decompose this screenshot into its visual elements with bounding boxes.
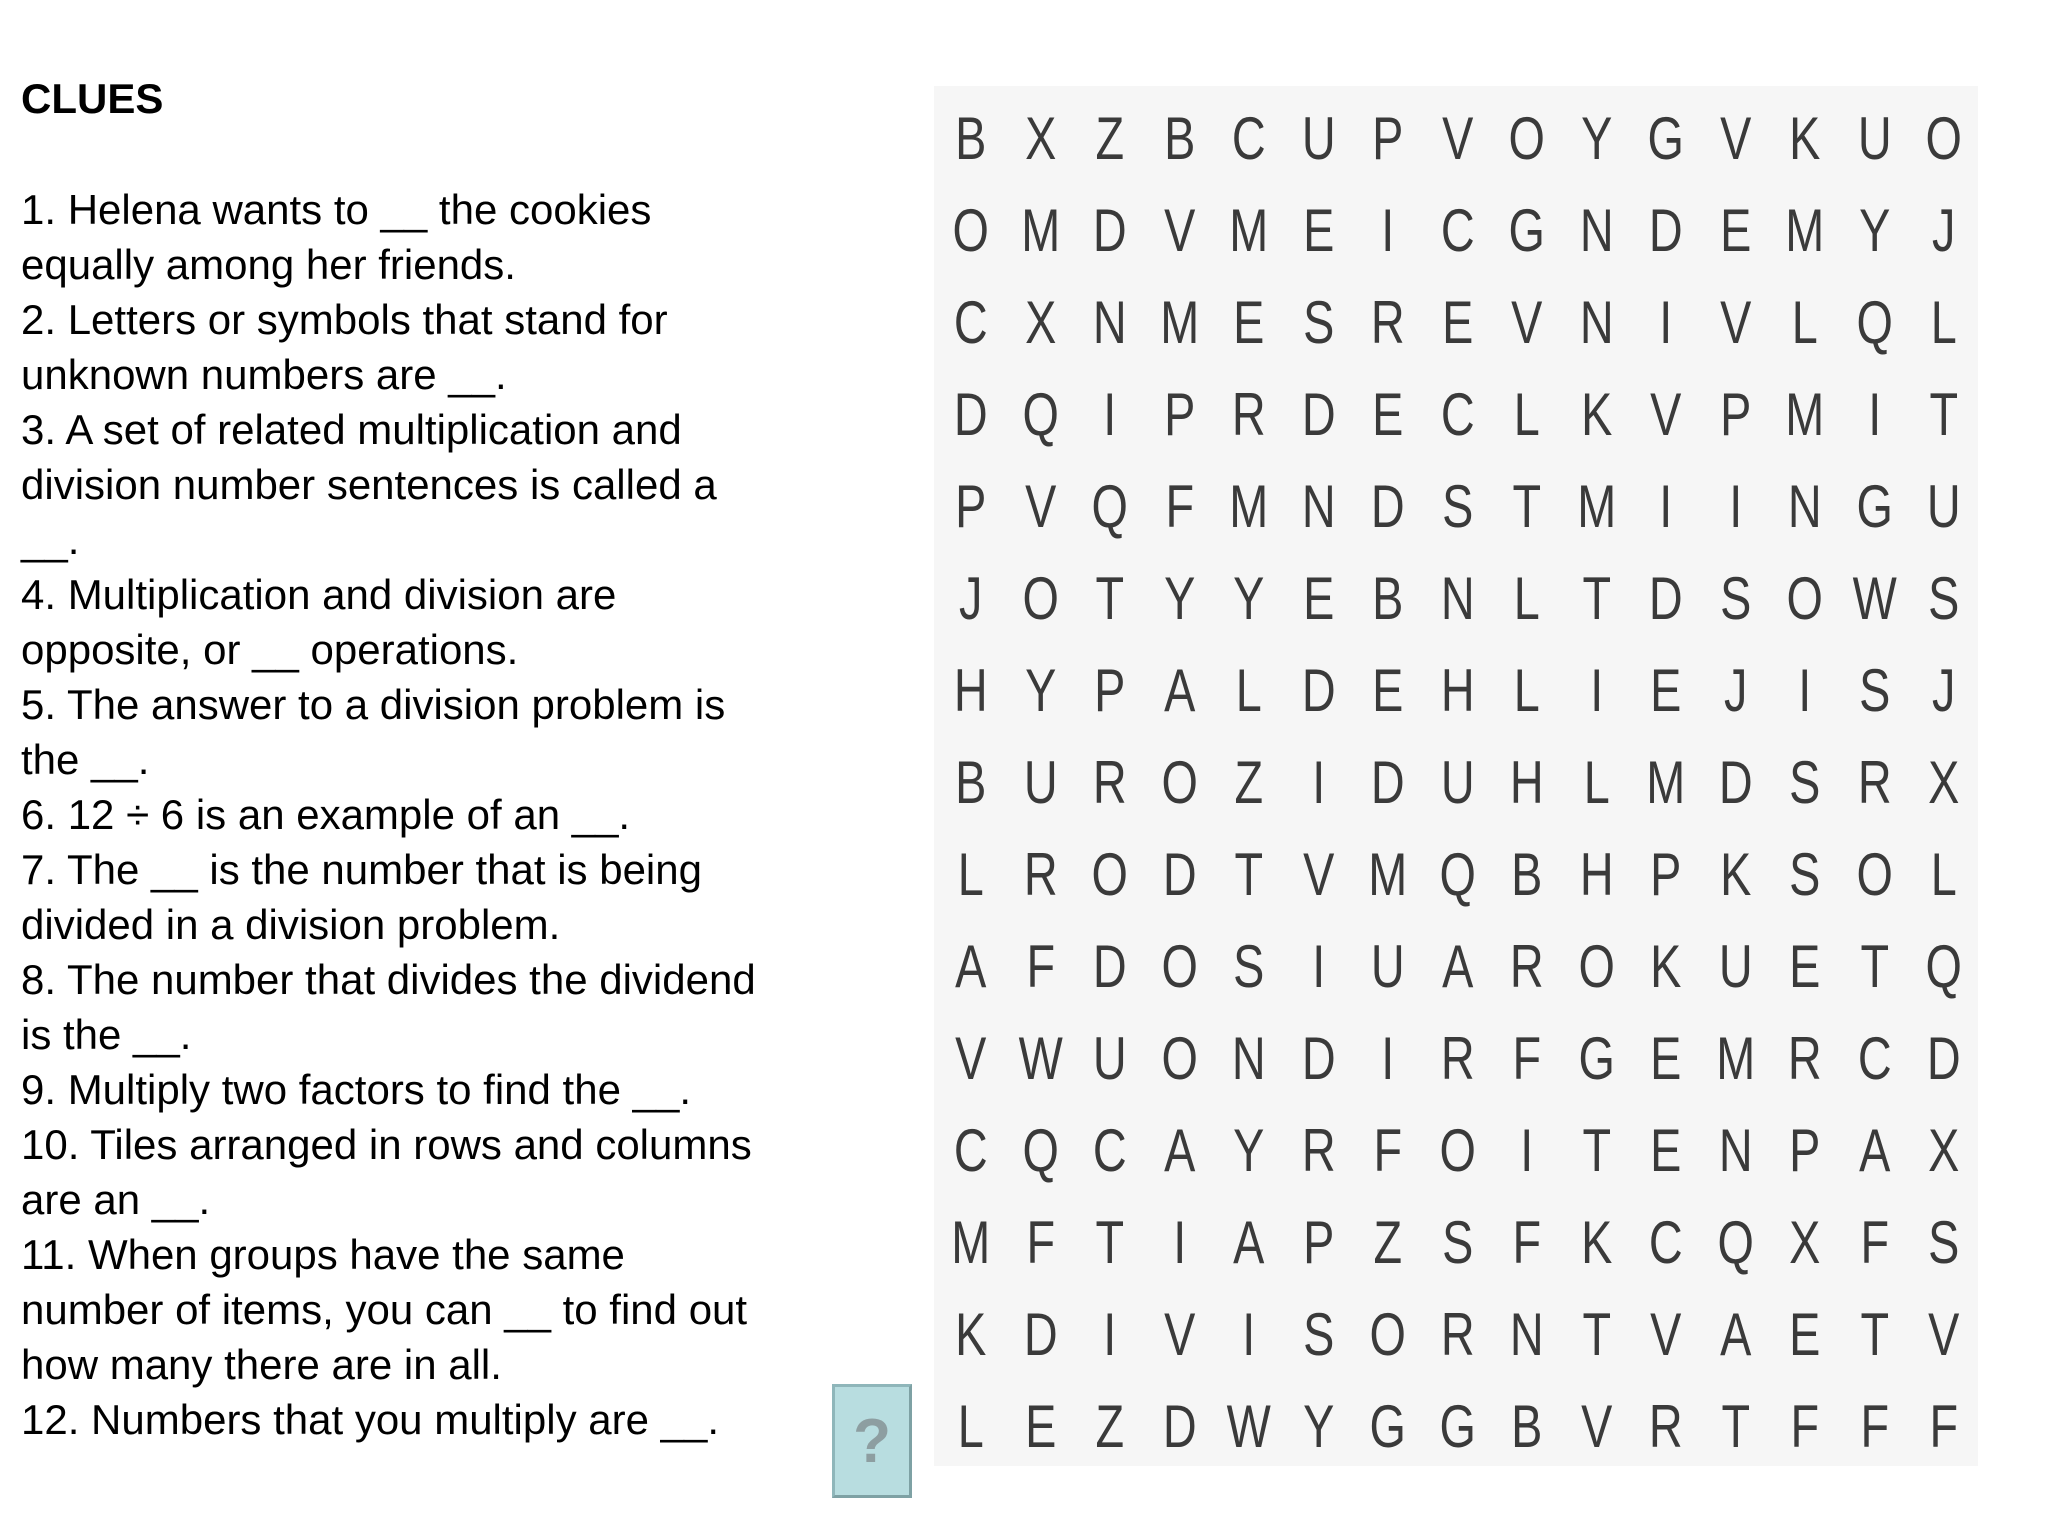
grid-cell[interactable]: A: [1163, 656, 1195, 724]
grid-cell[interactable]: R: [1857, 748, 1892, 816]
grid-cell[interactable]: F: [1025, 932, 1055, 1000]
grid-cell[interactable]: E: [1024, 1392, 1056, 1460]
grid-cell[interactable]: I: [1242, 1300, 1256, 1368]
grid-cell[interactable]: D: [1162, 1392, 1197, 1460]
grid-cell[interactable]: D: [1301, 656, 1336, 724]
grid-cell[interactable]: E: [1302, 564, 1334, 632]
grid-cell[interactable]: P: [955, 472, 987, 540]
grid-cell[interactable]: E: [1650, 1116, 1682, 1184]
grid-cell[interactable]: O: [1856, 840, 1893, 908]
letter-grid: [936, 92, 1979, 1472]
clue-line: 12. Numbers that you multiply are __.: [21, 1396, 720, 1443]
grid-cell[interactable]: F: [1373, 1116, 1403, 1184]
grid-cell[interactable]: R: [1023, 840, 1058, 908]
grid-cell[interactable]: Q: [1022, 1116, 1059, 1184]
clues-panel: [21, 70, 851, 1447]
grid-cell[interactable]: E: [1719, 196, 1751, 264]
grid-cell[interactable]: B: [1372, 564, 1404, 632]
grid-cell[interactable]: V: [1511, 288, 1543, 356]
grid-cell[interactable]: I: [1728, 472, 1742, 540]
grid-cell[interactable]: I: [1520, 1116, 1534, 1184]
grid-cell[interactable]: S: [1719, 564, 1751, 632]
grid-cell[interactable]: A: [1233, 1208, 1265, 1276]
grid-cell[interactable]: O: [1439, 1116, 1476, 1184]
clues-title: CLUES: [21, 75, 164, 122]
grid-cell[interactable]: G: [1856, 472, 1893, 540]
grid-cell[interactable]: N: [1092, 288, 1127, 356]
grid-cell[interactable]: X: [1024, 104, 1056, 172]
grid-cell[interactable]: Y: [1580, 104, 1612, 172]
grid-cell[interactable]: V: [1302, 840, 1334, 908]
word-search-grid-panel: [934, 86, 1978, 1466]
grid-cell[interactable]: S: [1928, 1208, 1960, 1276]
grid-cell[interactable]: S: [1858, 656, 1890, 724]
grid-cell[interactable]: V: [1163, 1300, 1195, 1368]
grid-cell[interactable]: Z: [1234, 748, 1264, 816]
grid-cell[interactable]: I: [1659, 288, 1673, 356]
grid-cell[interactable]: C: [953, 1116, 988, 1184]
grid-cell[interactable]: Y: [1233, 1116, 1265, 1184]
grid-cell[interactable]: O: [1091, 840, 1128, 908]
grid-cell[interactable]: M: [1159, 288, 1199, 356]
clue-line: 6. 12 ÷ 6 is an example of an __.: [21, 791, 631, 838]
grid-cell[interactable]: T: [1512, 472, 1542, 540]
grid-cell[interactable]: L: [1513, 380, 1540, 448]
grid-cell[interactable]: M: [1576, 472, 1616, 540]
grid-cell[interactable]: K: [955, 1300, 987, 1368]
grid-cell[interactable]: M: [1785, 380, 1825, 448]
grid-cell[interactable]: C: [1092, 1116, 1127, 1184]
grid-cell[interactable]: P: [1372, 104, 1404, 172]
grid-cell[interactable]: D: [1023, 1300, 1058, 1368]
clue-line: 4. Multiplication and division are: [21, 571, 617, 618]
grid-cell[interactable]: V: [1928, 1300, 1960, 1368]
grid-cell[interactable]: R: [1440, 1024, 1475, 1092]
grid-cell[interactable]: L: [1513, 656, 1540, 724]
grid-cell[interactable]: X: [1789, 1208, 1821, 1276]
grid-cell[interactable]: D: [1092, 196, 1127, 264]
grid-cell[interactable]: E: [1441, 288, 1473, 356]
clue-line: 10. Tiles arranged in rows and columns: [21, 1121, 752, 1168]
grid-cell[interactable]: D: [1370, 748, 1405, 816]
grid-cell[interactable]: U: [1857, 104, 1892, 172]
grid-cell[interactable]: O: [952, 196, 989, 264]
hint-button[interactable]: [832, 1384, 912, 1498]
grid-cell[interactable]: F: [1859, 1208, 1889, 1276]
grid-cell[interactable]: Q: [1925, 932, 1962, 1000]
grid-cell[interactable]: N: [1440, 564, 1475, 632]
grid-cell[interactable]: L: [1513, 564, 1540, 632]
grid-cell[interactable]: S: [1789, 840, 1821, 908]
grid-cell[interactable]: V: [1650, 380, 1682, 448]
grid-cell[interactable]: G: [1647, 104, 1684, 172]
grid-cell[interactable]: B: [1163, 104, 1195, 172]
grid-cell[interactable]: V: [1650, 1300, 1682, 1368]
grid-cell[interactable]: F: [1512, 1024, 1542, 1092]
grid-cell[interactable]: T: [1581, 564, 1611, 632]
grid-cell[interactable]: J: [1932, 196, 1956, 264]
grid-cell[interactable]: S: [1302, 288, 1334, 356]
grid-cell[interactable]: M: [1785, 196, 1825, 264]
grid-cell[interactable]: X: [1928, 748, 1960, 816]
grid-cell[interactable]: F: [1164, 472, 1194, 540]
grid-cell[interactable]: D: [1648, 564, 1683, 632]
grid-cell[interactable]: T: [1581, 1116, 1611, 1184]
grid-cell[interactable]: C: [1440, 196, 1475, 264]
grid-cell[interactable]: P: [1094, 656, 1126, 724]
grid-cell[interactable]: Y: [1163, 564, 1195, 632]
grid-cell[interactable]: A: [1163, 1116, 1195, 1184]
clue-line: division number sentences is called a: [21, 461, 717, 508]
grid-cell[interactable]: F: [1025, 1208, 1055, 1276]
grid-cell[interactable]: Q: [1717, 1208, 1754, 1276]
clue-line: 8. The number that divides the dividend: [21, 956, 756, 1003]
clue-line: 3. A set of related multiplication and: [21, 406, 682, 453]
grid-cell[interactable]: O: [1508, 104, 1545, 172]
grid-cell[interactable]: C: [1857, 1024, 1892, 1092]
grid-cell[interactable]: Y: [1233, 564, 1265, 632]
grid-cell[interactable]: K: [1789, 104, 1821, 172]
grid-cell[interactable]: A: [1858, 1116, 1890, 1184]
grid-cell[interactable]: H: [1440, 656, 1475, 724]
grid-cell[interactable]: I: [1381, 196, 1395, 264]
grid-cell[interactable]: T: [1859, 1300, 1889, 1368]
grid-cell[interactable]: R: [1370, 288, 1405, 356]
grid-cell[interactable]: Q: [1856, 288, 1893, 356]
grid-cell[interactable]: T: [1234, 840, 1264, 908]
grid-cell[interactable]: B: [955, 748, 987, 816]
grid-cell[interactable]: X: [1928, 1116, 1960, 1184]
grid-cell[interactable]: I: [1381, 1024, 1395, 1092]
grid-cell[interactable]: I: [1103, 380, 1117, 448]
grid-cell[interactable]: Q: [1439, 840, 1476, 908]
grid-cell[interactable]: I: [1172, 1208, 1186, 1276]
grid-cell[interactable]: L: [957, 840, 984, 908]
grid-cell[interactable]: T: [1859, 932, 1889, 1000]
grid-cell[interactable]: B: [955, 104, 987, 172]
grid-cell[interactable]: I: [1659, 472, 1673, 540]
clue-line: how many there are in all.: [21, 1341, 502, 1388]
grid-cell[interactable]: S: [1302, 1300, 1334, 1368]
grid-cell[interactable]: V: [1719, 104, 1751, 172]
grid-cell[interactable]: Y: [1024, 656, 1056, 724]
grid-cell[interactable]: V: [1024, 472, 1056, 540]
grid-cell[interactable]: J: [959, 564, 983, 632]
grid-cell[interactable]: D: [1718, 748, 1753, 816]
grid-cell[interactable]: P: [1163, 380, 1195, 448]
clue-line: 1. Helena wants to __ the cookies: [21, 186, 652, 233]
grid-cell[interactable]: E: [1789, 1300, 1821, 1368]
grid-cell[interactable]: C: [1648, 1208, 1683, 1276]
grid-cell[interactable]: O: [1161, 1024, 1198, 1092]
grid-cell[interactable]: L: [1583, 748, 1610, 816]
grid-cell[interactable]: O: [1578, 932, 1615, 1000]
grid-cell[interactable]: L: [1930, 840, 1957, 908]
grid-cell[interactable]: G: [1508, 196, 1545, 264]
grid-cell[interactable]: M: [1020, 196, 1060, 264]
grid-cell[interactable]: M: [1229, 472, 1269, 540]
grid-cell[interactable]: R: [1301, 1116, 1336, 1184]
grid-cell[interactable]: E: [1650, 656, 1682, 724]
grid-cell[interactable]: N: [1231, 1024, 1266, 1092]
grid-cell[interactable]: R: [1092, 748, 1127, 816]
grid-cell[interactable]: R: [1648, 1392, 1683, 1460]
grid-cell[interactable]: X: [1024, 288, 1056, 356]
grid-cell[interactable]: O: [1161, 932, 1198, 1000]
grid-cell[interactable]: F: [1929, 1392, 1959, 1460]
grid-cell[interactable]: R: [1509, 932, 1544, 1000]
grid-cell[interactable]: S: [1441, 1208, 1473, 1276]
grid-cell[interactable]: E: [1372, 656, 1404, 724]
grid-cell[interactable]: R: [1231, 380, 1266, 448]
grid-cell[interactable]: N: [1579, 196, 1614, 264]
grid-cell[interactable]: U: [1440, 748, 1475, 816]
grid-cell[interactable]: K: [1650, 932, 1682, 1000]
grid-cell[interactable]: R: [1440, 1300, 1475, 1368]
grid-cell[interactable]: L: [1930, 288, 1957, 356]
grid-cell[interactable]: N: [1579, 288, 1614, 356]
grid-cell[interactable]: K: [1580, 380, 1612, 448]
grid-cell[interactable]: D: [1301, 1024, 1336, 1092]
grid-cell[interactable]: L: [1235, 656, 1262, 724]
grid-cell[interactable]: L: [1791, 288, 1818, 356]
grid-cell[interactable]: H: [1509, 748, 1544, 816]
grid-cell[interactable]: M: [1368, 840, 1408, 908]
grid-cell[interactable]: E: [1372, 380, 1404, 448]
grid-cell[interactable]: V: [1163, 196, 1195, 264]
clue-line: the __.: [21, 736, 150, 783]
grid-cell[interactable]: W: [1018, 1024, 1063, 1092]
grid-cell[interactable]: G: [1578, 1024, 1615, 1092]
grid-cell[interactable]: U: [1092, 1024, 1127, 1092]
grid-cell[interactable]: T: [1929, 380, 1959, 448]
clue-line: 7. The __ is the number that is being: [21, 846, 702, 893]
clue-line: 9. Multiply two factors to find the __.: [21, 1066, 691, 1113]
grid-cell[interactable]: T: [1095, 1208, 1125, 1276]
grid-cell[interactable]: T: [1581, 1300, 1611, 1368]
grid-cell[interactable]: H: [1579, 840, 1614, 908]
grid-cell[interactable]: P: [1719, 380, 1751, 448]
grid-cell[interactable]: C: [953, 288, 988, 356]
grid-cell[interactable]: I: [1798, 656, 1812, 724]
grid-cell[interactable]: F: [1859, 1392, 1889, 1460]
grid-cell[interactable]: U: [1718, 932, 1753, 1000]
grid-cell[interactable]: A: [955, 932, 987, 1000]
grid-cell[interactable]: U: [1370, 932, 1405, 1000]
question-mark-icon: ?: [853, 1406, 891, 1476]
grid-cell[interactable]: P: [1789, 1116, 1821, 1184]
grid-cell[interactable]: I: [1103, 1300, 1117, 1368]
grid-cell[interactable]: I: [1311, 748, 1325, 816]
grid-cell[interactable]: D: [953, 380, 988, 448]
grid-cell[interactable]: D: [1092, 932, 1127, 1000]
grid-cell[interactable]: E: [1650, 1024, 1682, 1092]
grid-cell[interactable]: W: [1226, 1392, 1271, 1460]
grid-cell[interactable]: A: [1441, 932, 1473, 1000]
grid-cell[interactable]: V: [1719, 288, 1751, 356]
grid-cell[interactable]: U: [1023, 748, 1058, 816]
clue-line: number of items, you can __ to find out: [21, 1286, 748, 1333]
grid-cell[interactable]: S: [1441, 472, 1473, 540]
grid-cell[interactable]: C: [1231, 104, 1266, 172]
clue-line: 2. Letters or symbols that stand for: [21, 296, 668, 343]
grid-cell[interactable]: E: [1302, 196, 1334, 264]
grid-cell[interactable]: J: [1723, 656, 1747, 724]
grid-cell[interactable]: I: [1589, 656, 1603, 724]
grid-cell[interactable]: D: [1301, 380, 1336, 448]
grid-cell[interactable]: F: [1790, 1392, 1820, 1460]
clue-line: unknown numbers are __.: [21, 351, 507, 398]
grid-cell[interactable]: S: [1233, 932, 1265, 1000]
clue-line: divided in a division problem.: [21, 901, 561, 948]
grid-cell[interactable]: V: [1580, 1392, 1612, 1460]
grid-cell[interactable]: M: [951, 1208, 991, 1276]
grid-cell[interactable]: V: [955, 1024, 987, 1092]
grid-cell[interactable]: U: [1301, 104, 1336, 172]
grid-cell[interactable]: U: [1926, 472, 1961, 540]
grid-cell[interactable]: D: [1926, 1024, 1961, 1092]
grid-cell[interactable]: Q: [1022, 380, 1059, 448]
grid-cell[interactable]: E: [1233, 288, 1265, 356]
clue-list: [21, 182, 851, 1447]
grid-cell[interactable]: N: [1509, 1300, 1544, 1368]
grid-cell[interactable]: B: [1511, 1392, 1543, 1460]
grid-cell[interactable]: N: [1301, 472, 1336, 540]
grid-cell[interactable]: Z: [1373, 1208, 1403, 1276]
grid-cell[interactable]: N: [1718, 1116, 1753, 1184]
grid-cell[interactable]: M: [1229, 196, 1269, 264]
grid-cell[interactable]: F: [1512, 1208, 1542, 1276]
clue-line: opposite, or __ operations.: [21, 626, 519, 673]
grid-cell[interactable]: R: [1787, 1024, 1822, 1092]
grid-cell[interactable]: T: [1095, 564, 1125, 632]
grid-cell[interactable]: D: [1370, 472, 1405, 540]
grid-cell[interactable]: Z: [1095, 104, 1125, 172]
grid-cell[interactable]: M: [1715, 1024, 1755, 1092]
grid-cell[interactable]: W: [1852, 564, 1897, 632]
grid-cell[interactable]: M: [1646, 748, 1686, 816]
grid-cell[interactable]: L: [957, 1392, 984, 1460]
grid-cell[interactable]: C: [1440, 380, 1475, 448]
grid-cell[interactable]: K: [1719, 840, 1751, 908]
grid-cell[interactable]: G: [1439, 1392, 1476, 1460]
clue-line: 5. The answer to a division problem is: [21, 681, 726, 728]
grid-cell[interactable]: S: [1928, 564, 1960, 632]
grid-cell[interactable]: D: [1648, 196, 1683, 264]
grid-cell[interactable]: O: [1786, 564, 1823, 632]
grid-cell[interactable]: Z: [1095, 1392, 1125, 1460]
grid-cell[interactable]: I: [1311, 932, 1325, 1000]
clue-line: __.: [21, 516, 80, 563]
grid-cell[interactable]: Y: [1858, 196, 1890, 264]
clue-line: equally among her friends.: [21, 241, 516, 288]
grid-cell[interactable]: G: [1369, 1392, 1406, 1460]
clue-line: 11. When groups have the same: [21, 1231, 625, 1278]
grid-cell[interactable]: S: [1789, 748, 1821, 816]
clue-line: is the __.: [21, 1011, 192, 1058]
grid-cell[interactable]: I: [1867, 380, 1881, 448]
grid-cell[interactable]: V: [1441, 104, 1473, 172]
grid-cell[interactable]: O: [1161, 748, 1198, 816]
grid-cell[interactable]: P: [1302, 1208, 1334, 1276]
grid-cell[interactable]: A: [1719, 1300, 1751, 1368]
grid-cell[interactable]: Q: [1091, 472, 1128, 540]
clue-line: are an __.: [21, 1176, 211, 1223]
grid-cell[interactable]: T: [1720, 1392, 1750, 1460]
grid-cell[interactable]: Y: [1302, 1392, 1334, 1460]
grid-cell[interactable]: H: [953, 656, 988, 724]
grid-cell[interactable]: J: [1932, 656, 1956, 724]
grid-cell[interactable]: O: [1925, 104, 1962, 172]
grid-cell[interactable]: O: [1022, 564, 1059, 632]
grid-cell[interactable]: B: [1511, 840, 1543, 908]
grid-cell[interactable]: P: [1650, 840, 1682, 908]
grid-cell[interactable]: O: [1369, 1300, 1406, 1368]
grid-cell[interactable]: D: [1162, 840, 1197, 908]
grid-cell[interactable]: E: [1789, 932, 1821, 1000]
grid-cell[interactable]: K: [1580, 1208, 1612, 1276]
grid-cell[interactable]: N: [1787, 472, 1822, 540]
